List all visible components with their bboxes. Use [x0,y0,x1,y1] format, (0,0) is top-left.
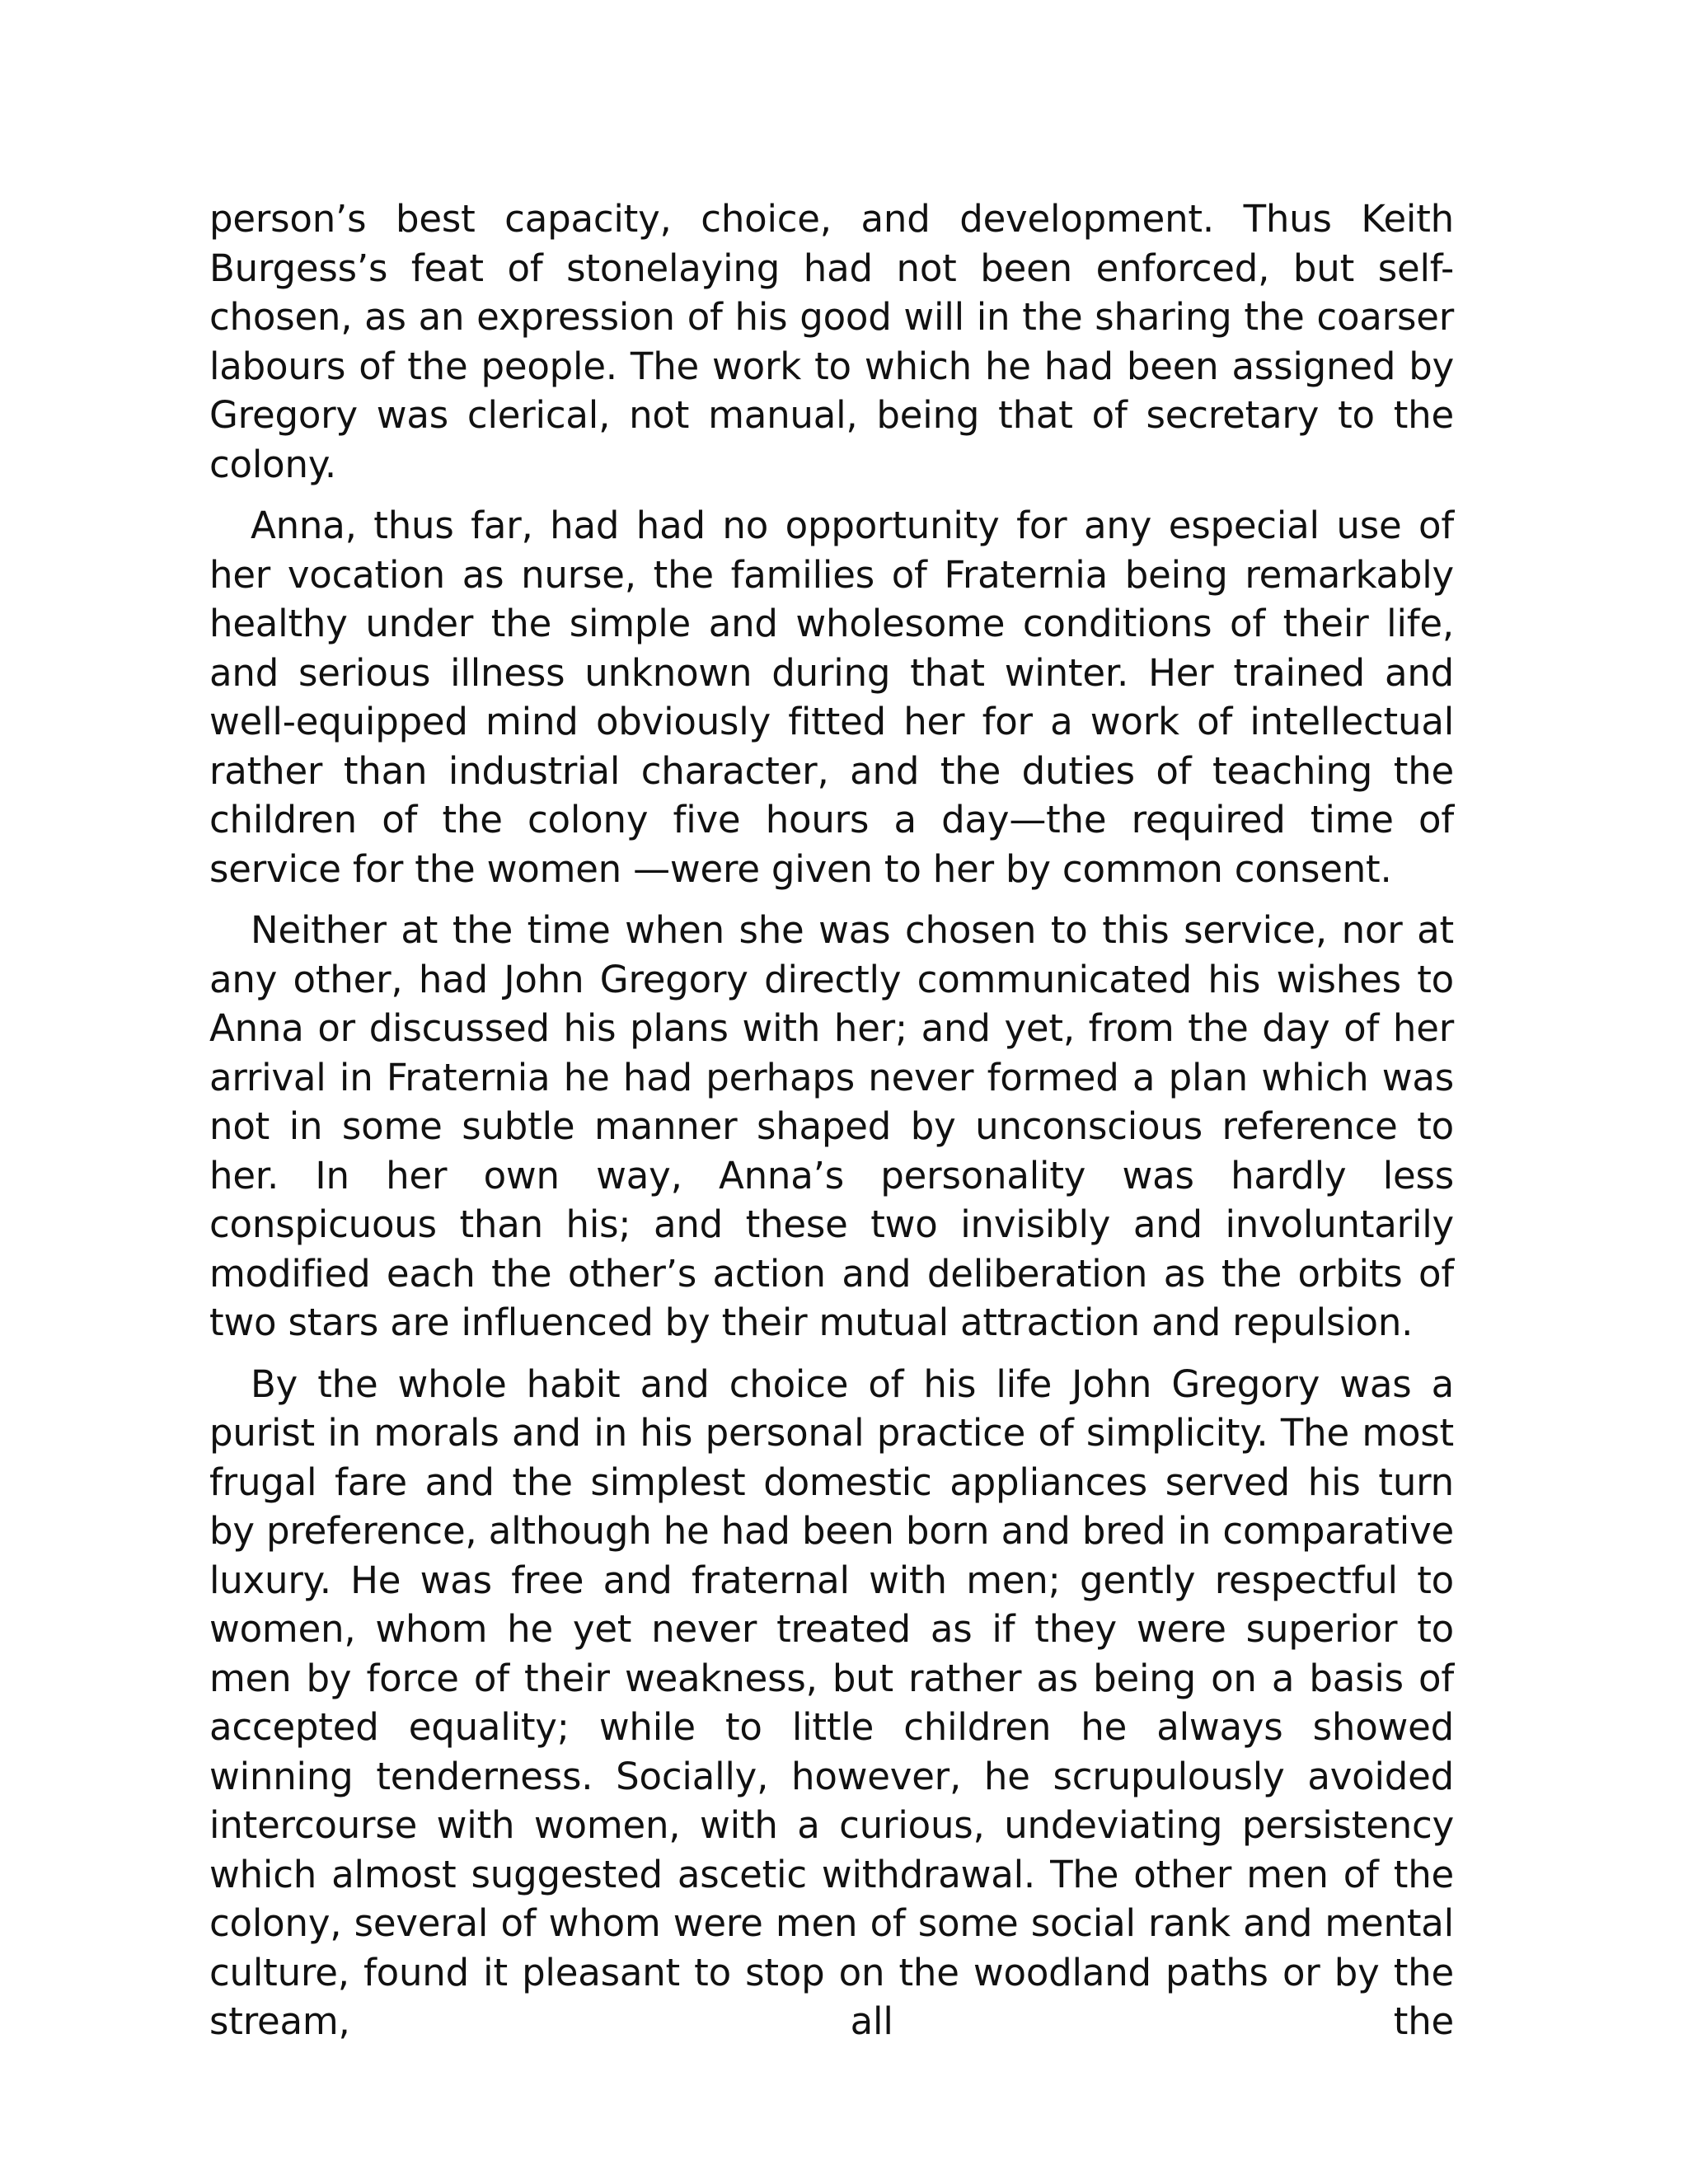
page-text [209,194,1454,2059]
paragraph-anna-vocation: Anna, thus far, had had no opportunity for any especial use of her vocation as nurse, the families of Fraternia being remarkably healthy under the simple and wholesome conditions of their life, and serious illness unknown during that winter. Her trained and well-equipped mind obviously fitted her for a work of intellectual rather than industrial character, and the duties of teaching the children of the colony five hours a day—the required time of service for the women —were given to her by common consent. [209,504,1454,891]
paragraph-gregory-habits: By the whole habit and choice of his life John Gregory was a purist in morals and in his personal practice of simplicity. The most frugal fare and the simplest domestic appliances served his turn by preference, although he had been born and bred in comparative luxury. He was free and fraternal with men; gently respectful to women, whom he yet never treated as if they were superior to men by force of their weakness, but rather as being on a basis of accepted equality; while to little children he always showed winning tenderness. Socially, however, he scrupulously avoided intercourse with women, with a curious, undeviating persistency which almost suggested ascetic withdrawal. The other men of the colony, several of whom were men of some social rank and mental culture, found it pleasant to stop on the woodland paths or by the stream, all the [209,1361,1454,2043]
paragraph-gregory-plans: Neither at the time when she was chosen to this service, nor at any other, had John Gregory directly communicated his wishes to Anna or discussed his plans with her; and yet, from the day of her arrival in Fraternia he had perhaps never formed a plan which was not in some subtle manner shaped by unconscious reference to her. In her own way, Anna’s personality was hardly less conspicuous than his; and these two invisibly and involuntarily modified each the other’s action and deliberation as the orbits of two stars are influenced by their mutual attraction and repulsion. [209,908,1454,1344]
paragraph-continuation: person’s best capacity, choice, and development. Thus Keith Burgess’s feat of stonelaying had not been enforced, but self-chosen, as an expression of his good will in the sharing the coarser labours of the people. The work to which he had been assigned by Gregory was clerical, not manual, being that of secretary to the colony. [209,197,1454,486]
